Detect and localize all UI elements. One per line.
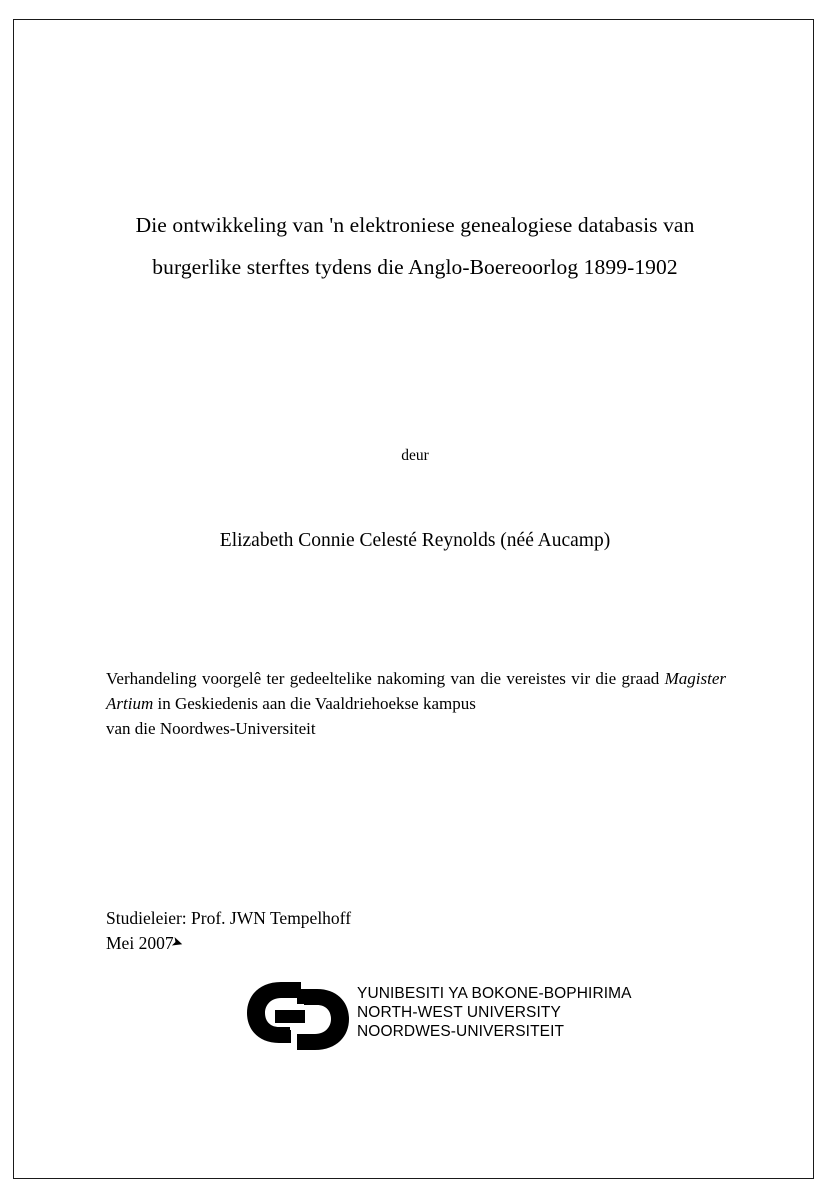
date-line	[106, 931, 185, 956]
title-line-1: Die ontwikkeling van 'n elektroniese genealogiese databasis van	[135, 213, 695, 237]
supervisor-line: Studieleier: Prof. JWN Tempelhoff	[106, 908, 352, 928]
statement-part-2: in Geskiedenis aan die Vaaldriehoekse kampus	[153, 693, 476, 713]
author-name: Elizabeth Connie Celesté Reynolds (néé Aucamp)	[219, 530, 611, 551]
title-line-2: burgerlike sterftes tydens die Anglo-Boereoorlog 1899-1902	[152, 254, 678, 279]
degree-name: Magister Artium	[106, 669, 726, 713]
page-title	[100, 205, 730, 289]
statement-part-3: van die Noordwes-Universiteit	[106, 718, 316, 738]
logo-text-line-3: NOORDWES-UNIVERSITEIT	[357, 1022, 565, 1040]
logo-text-line-2: NORTH-WEST UNIVERSITY	[357, 1003, 561, 1021]
by-label: deur	[401, 447, 429, 464]
north-west-university-logo-icon	[245, 980, 355, 1052]
statement-part-1: Verhandeling voorgelê ter gedeeltelike nakoming van die vereistes vir die graad	[106, 669, 665, 688]
logo-text-line-1: YUNIBESITI YA BOKONE-BOPHIRIMA	[357, 985, 632, 1002]
university-logo-block	[245, 978, 645, 1053]
stray-pen-mark-icon: ➤	[169, 934, 185, 953]
page-content	[100, 19, 730, 1179]
date-text: Mei 2007	[106, 933, 174, 954]
degree-statement	[106, 667, 726, 742]
university-logo-text	[357, 985, 632, 1042]
supervisor-and-date	[106, 906, 726, 957]
